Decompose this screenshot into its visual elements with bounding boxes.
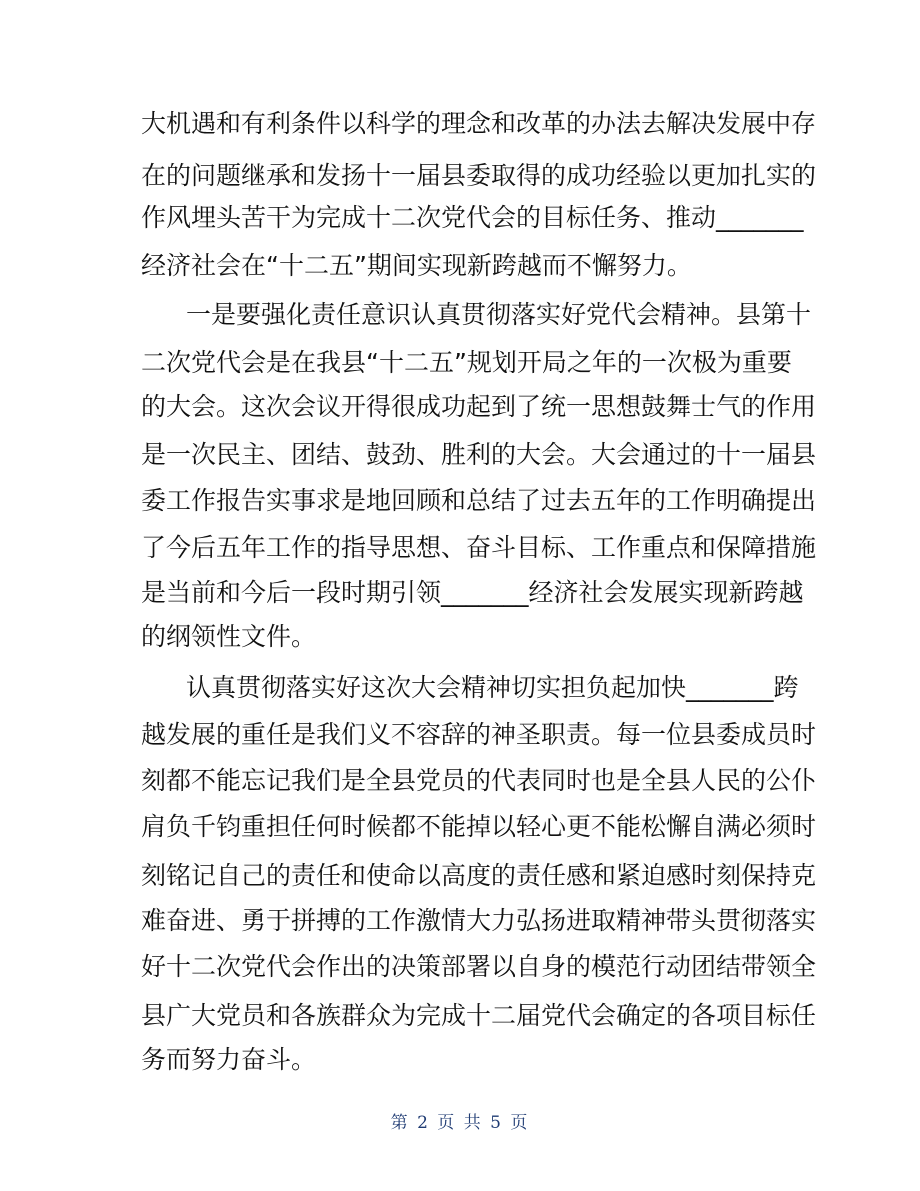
text-line: 二次党代会是在我县“十二五”规划开局之年的一次极为重要 bbox=[141, 348, 792, 377]
text-line: 越发展的重任是我们义不容辞的神圣职责。每一位县委成员时 bbox=[141, 720, 817, 749]
text-line: 难奋进、勇于拼搏的工作激情大力弘扬进取精神带头贯彻落实 bbox=[141, 906, 817, 935]
text-line: 县广大党员和各族群众为完成十二届党代会确定的各项目标任 bbox=[141, 1001, 817, 1030]
paragraph-start-line: 一是要强化责任意识认真贯彻落实好党代会精神。县第十 bbox=[186, 300, 812, 329]
text-line: 经济社会在“十二五”期间实现新跨越而不懈努力。 bbox=[141, 251, 692, 280]
text-line: 委工作报告实事求是地回顾和总结了过去五年的工作明确提出 bbox=[141, 486, 817, 515]
text-line: 的大会。这次会议开得很成功起到了统一思想鼓舞士气的作用 bbox=[141, 392, 817, 421]
text-line: 的纲领性文件。 bbox=[141, 622, 317, 651]
text-line: 好十二次党代会作出的决策部署以自身的模范行动团结带领全 bbox=[141, 952, 817, 981]
text-line: 务而努力奋斗。 bbox=[141, 1045, 317, 1074]
text-line: 刻都不能忘记我们是全县党员的代表同时也是全县人民的公仆 bbox=[141, 766, 817, 795]
text-line: 是一次民主、团结、鼓劲、胜利的大会。大会通过的十一届县 bbox=[141, 440, 817, 469]
text-line: 作风埋头苦干为完成十二次党代会的目标任务、推动_______ bbox=[141, 203, 804, 232]
text-line: 肩负千钧重担任何时候都不能掉以轻心更不能松懈自满必须时 bbox=[141, 812, 817, 841]
text-line: 大机遇和有利条件以科学的理念和改革的办法去解决发展中存 bbox=[141, 109, 817, 138]
paragraph-start-line: 认真贯彻落实好这次大会精神切实担负起加快_______跨 bbox=[186, 673, 799, 702]
text-line: 刻铭记自己的责任和使命以高度的责任感和紧迫感时刻保持克 bbox=[141, 861, 817, 890]
text-line: 了今后五年工作的指导思想、奋斗目标、工作重点和保障措施 bbox=[141, 533, 817, 562]
text-line: 是当前和今后一段时期引领_______经济社会发展实现新跨越 bbox=[141, 578, 804, 607]
text-line: 在的问题继承和发扬十一届县委取得的成功经验以更加扎实的 bbox=[141, 161, 817, 190]
page-number-footer: 第 2 页 共 5 页 bbox=[390, 1113, 530, 1133]
